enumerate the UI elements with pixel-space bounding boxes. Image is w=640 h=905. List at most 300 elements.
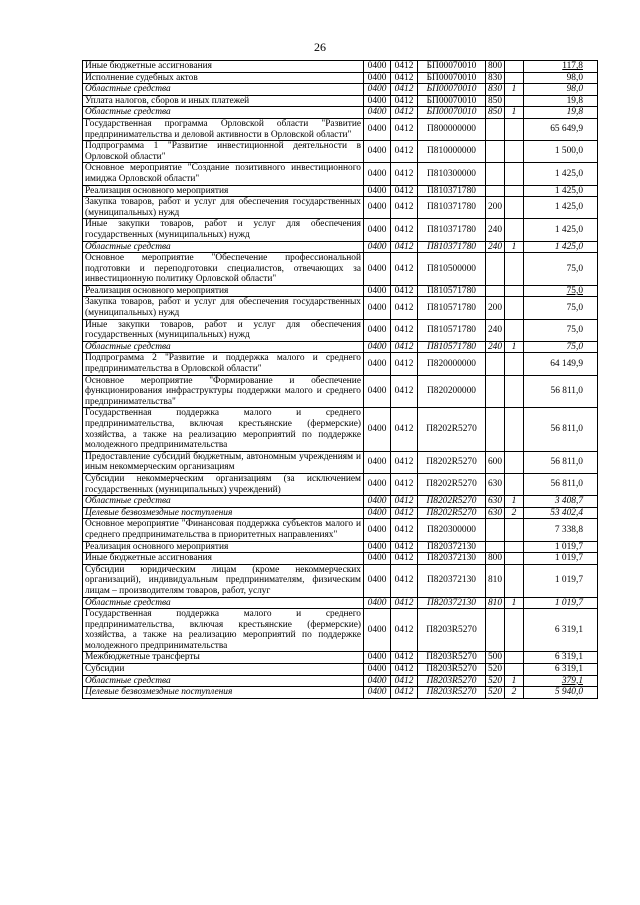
- amount-value: 56 811,0: [550, 479, 583, 490]
- expense-type-cell: 200: [486, 297, 505, 319]
- amount-value: 6 319,1: [554, 652, 583, 663]
- ved-code-cell: 0400: [364, 319, 391, 341]
- table-row: [83, 353, 598, 375]
- expense-type-cell: [486, 375, 505, 408]
- table-row: [83, 687, 598, 699]
- section-code-cell: 0412: [391, 341, 418, 353]
- table-row: [83, 564, 598, 597]
- section-code-cell: 0412: [391, 597, 418, 609]
- target-article-cell: П8202R5270: [418, 496, 486, 508]
- ved-code-cell: 0400: [364, 375, 391, 408]
- ved-code-cell: 0400: [364, 553, 391, 565]
- table-row: [83, 72, 598, 84]
- target-article-cell: П8203R5270: [418, 675, 486, 687]
- ved-code-cell: 0400: [364, 95, 391, 107]
- section-code-cell: 0412: [391, 141, 418, 163]
- section-code-cell: 0412: [391, 353, 418, 375]
- section-code-cell: 0412: [391, 451, 418, 473]
- row-name-cell: Субсидии: [83, 664, 364, 676]
- row-name-cell: Иные закупки товаров, работ и услуг для обеспечения государственных (муниципальных) нужд: [83, 319, 364, 341]
- ved-code-cell: 0400: [364, 353, 391, 375]
- section-code-cell: 0412: [391, 408, 418, 451]
- amount-cell: [524, 163, 598, 185]
- target-article-cell: П820372130: [418, 564, 486, 597]
- section-code-cell: 0412: [391, 163, 418, 185]
- ved-code-cell: 0400: [364, 652, 391, 664]
- section-code-cell: 0412: [391, 675, 418, 687]
- row-name-cell: Исполнение судебных актов: [83, 72, 364, 84]
- table-row: [83, 319, 598, 341]
- amount-cell: [524, 375, 598, 408]
- section-code-cell: 0412: [391, 285, 418, 297]
- section-code-cell: 0412: [391, 95, 418, 107]
- table-row: [83, 597, 598, 609]
- funding-source-cell: [505, 609, 524, 652]
- table-row: [83, 652, 598, 664]
- amount-cell: [524, 507, 598, 519]
- funding-source-cell: [505, 141, 524, 163]
- amount-value: 19,8: [566, 107, 583, 118]
- expense-type-cell: [486, 408, 505, 451]
- table-row: [83, 61, 598, 73]
- ved-code-cell: 0400: [364, 163, 391, 185]
- funding-source-cell: [505, 652, 524, 664]
- amount-value: 75,0: [566, 285, 583, 296]
- funding-source-cell: 1: [505, 84, 524, 96]
- amount-cell: [524, 652, 598, 664]
- table-row: [83, 141, 598, 163]
- funding-source-cell: [505, 553, 524, 565]
- row-name-cell: Целевые безвозмездные поступления: [83, 507, 364, 519]
- expense-type-cell: 630: [486, 473, 505, 495]
- amount-value: 75,0: [566, 324, 583, 335]
- funding-source-cell: 1: [505, 107, 524, 119]
- table-row: [83, 675, 598, 687]
- amount-cell: [524, 107, 598, 119]
- amount-value: 5 940,0: [554, 687, 583, 698]
- section-code-cell: 0412: [391, 241, 418, 253]
- amount-value: 1 500,0: [554, 146, 583, 157]
- expense-type-cell: 520: [486, 664, 505, 676]
- table-row: [83, 553, 598, 565]
- table-row: [83, 664, 598, 676]
- amount-value: 1 019,7: [554, 597, 583, 608]
- target-article-cell: П8203R5270: [418, 664, 486, 676]
- amount-cell: [524, 197, 598, 219]
- section-code-cell: 0412: [391, 253, 418, 286]
- expense-type-cell: 520: [486, 687, 505, 699]
- target-article-cell: БП00070010: [418, 61, 486, 73]
- section-code-cell: 0412: [391, 375, 418, 408]
- row-name-cell: Закупка товаров, работ и услуг для обеспечения государственных (муниципальных) нужд: [83, 197, 364, 219]
- expense-type-cell: 810: [486, 597, 505, 609]
- section-code-cell: 0412: [391, 319, 418, 341]
- section-code-cell: 0412: [391, 297, 418, 319]
- amount-cell: [524, 118, 598, 140]
- ved-code-cell: 0400: [364, 597, 391, 609]
- amount-value: 379,1: [561, 675, 583, 686]
- funding-source-cell: 1: [505, 241, 524, 253]
- expense-type-cell: 200: [486, 197, 505, 219]
- funding-source-cell: [505, 95, 524, 107]
- table-row: [83, 496, 598, 508]
- expense-type-cell: 850: [486, 95, 505, 107]
- amount-value: 75,0: [566, 341, 583, 352]
- target-article-cell: П8203R5270: [418, 609, 486, 652]
- expense-type-cell: 520: [486, 675, 505, 687]
- expense-type-cell: [486, 185, 505, 197]
- amount-cell: [524, 84, 598, 96]
- funding-source-cell: [505, 297, 524, 319]
- table-row: [83, 253, 598, 286]
- section-code-cell: 0412: [391, 553, 418, 565]
- expense-type-cell: [486, 353, 505, 375]
- funding-source-cell: [505, 319, 524, 341]
- expense-type-cell: [486, 519, 505, 541]
- row-name-cell: Областные средства: [83, 107, 364, 119]
- amount-value: 56 811,0: [550, 424, 583, 435]
- ved-code-cell: 0400: [364, 72, 391, 84]
- target-article-cell: П820372130: [418, 553, 486, 565]
- ved-code-cell: 0400: [364, 241, 391, 253]
- amount-cell: [524, 141, 598, 163]
- target-article-cell: П820372130: [418, 541, 486, 553]
- amount-cell: [524, 687, 598, 699]
- amount-cell: [524, 219, 598, 241]
- funding-source-cell: [505, 219, 524, 241]
- amount-cell: [524, 564, 598, 597]
- ved-code-cell: 0400: [364, 451, 391, 473]
- expense-type-cell: 830: [486, 72, 505, 84]
- ved-code-cell: 0400: [364, 185, 391, 197]
- row-name-cell: Реализация основного мероприятия: [83, 185, 364, 197]
- row-name-cell: Реализация основного мероприятия: [83, 285, 364, 297]
- ved-code-cell: 0400: [364, 61, 391, 73]
- expense-type-cell: 800: [486, 61, 505, 73]
- target-article-cell: П810371780: [418, 185, 486, 197]
- table-row: [83, 84, 598, 96]
- amount-cell: [524, 553, 598, 565]
- table-row: [83, 197, 598, 219]
- target-article-cell: П810500000: [418, 253, 486, 286]
- ved-code-cell: 0400: [364, 496, 391, 508]
- amount-cell: [524, 473, 598, 495]
- amount-value: 53 402,4: [550, 507, 583, 518]
- expense-type-cell: 240: [486, 341, 505, 353]
- ved-code-cell: 0400: [364, 609, 391, 652]
- target-article-cell: П8202R5270: [418, 473, 486, 495]
- funding-source-cell: [505, 163, 524, 185]
- funding-source-cell: [505, 564, 524, 597]
- section-code-cell: 0412: [391, 185, 418, 197]
- target-article-cell: П8202R5270: [418, 408, 486, 451]
- funding-source-cell: [505, 285, 524, 297]
- target-article-cell: П820200000: [418, 375, 486, 408]
- section-code-cell: 0412: [391, 118, 418, 140]
- row-name-cell: Субсидии юридическим лицам (кроме некоммерческих организаций), индивидуальным предпринимателям, физическим лицам – производителям товаров, работ, услуг: [83, 564, 364, 597]
- table-row: [83, 507, 598, 519]
- expense-type-cell: 600: [486, 451, 505, 473]
- section-code-cell: 0412: [391, 609, 418, 652]
- target-article-cell: П8202R5270: [418, 451, 486, 473]
- ved-code-cell: 0400: [364, 408, 391, 451]
- target-article-cell: П810371780: [418, 241, 486, 253]
- row-name-cell: Межбюджетные трансферты: [83, 652, 364, 664]
- funding-source-cell: [505, 185, 524, 197]
- expense-type-cell: 630: [486, 507, 505, 519]
- section-code-cell: 0412: [391, 507, 418, 519]
- amount-cell: [524, 72, 598, 84]
- target-article-cell: П810000000: [418, 141, 486, 163]
- amount-value: 1 425,0: [554, 168, 583, 179]
- amount-cell: [524, 496, 598, 508]
- target-article-cell: П8203R5270: [418, 652, 486, 664]
- target-article-cell: П810371780: [418, 197, 486, 219]
- amount-cell: [524, 341, 598, 353]
- funding-source-cell: [505, 197, 524, 219]
- table-row: [83, 297, 598, 319]
- target-article-cell: П820000000: [418, 353, 486, 375]
- ved-code-cell: 0400: [364, 297, 391, 319]
- funding-source-cell: [505, 253, 524, 286]
- table-row: [83, 118, 598, 140]
- section-code-cell: 0412: [391, 519, 418, 541]
- table-row: [83, 285, 598, 297]
- target-article-cell: П8202R5270: [418, 507, 486, 519]
- amount-cell: [524, 541, 598, 553]
- table-row: [83, 219, 598, 241]
- funding-source-cell: 1: [505, 597, 524, 609]
- amount-value: 56 811,0: [550, 457, 583, 468]
- row-name-cell: Областные средства: [83, 84, 364, 96]
- table-row: [83, 185, 598, 197]
- amount-value: 1 425,0: [554, 241, 583, 252]
- table-row: [83, 95, 598, 107]
- amount-value: 1 019,7: [554, 575, 583, 586]
- expense-type-cell: 240: [486, 241, 505, 253]
- row-name-cell: Основное мероприятие "Создание позитивного инвестиционного имиджа Орловской области": [83, 163, 364, 185]
- table-row: [83, 375, 598, 408]
- ved-code-cell: 0400: [364, 687, 391, 699]
- ved-code-cell: 0400: [364, 84, 391, 96]
- row-name-cell: Основное мероприятие "Финансовая поддержка субъектов малого и среднего предпринимательства в приоритетных направлениях": [83, 519, 364, 541]
- row-name-cell: Подпрограмма 2 "Развитие и поддержка малого и среднего предпринимательства в Орловской области": [83, 353, 364, 375]
- target-article-cell: П810571780: [418, 285, 486, 297]
- expense-type-cell: 240: [486, 319, 505, 341]
- ved-code-cell: 0400: [364, 675, 391, 687]
- expense-type-cell: [486, 285, 505, 297]
- expense-type-cell: [486, 118, 505, 140]
- amount-value: 1 019,7: [554, 541, 583, 552]
- target-article-cell: БП00070010: [418, 84, 486, 96]
- row-name-cell: Предоставление субсидий бюджетным, автономным учреждениям и иным некоммерческим организациям: [83, 451, 364, 473]
- row-name-cell: Государственная поддержка малого и среднего предпринимательства, включая крестьянские (фермерские) хозяйства, а также на реализацию мероприятий по поддержке молодежного предпринимательства: [83, 609, 364, 652]
- table-row: [83, 609, 598, 652]
- row-name-cell: Областные средства: [83, 597, 364, 609]
- page-number: 26: [314, 40, 326, 54]
- expense-type-cell: [486, 541, 505, 553]
- row-name-cell: Областные средства: [83, 675, 364, 687]
- section-code-cell: 0412: [391, 61, 418, 73]
- target-article-cell: П810571780: [418, 297, 486, 319]
- expense-type-cell: [486, 609, 505, 652]
- ved-code-cell: 0400: [364, 118, 391, 140]
- section-code-cell: 0412: [391, 84, 418, 96]
- amount-value: 75,0: [566, 263, 583, 274]
- funding-source-cell: [505, 664, 524, 676]
- section-code-cell: 0412: [391, 197, 418, 219]
- amount-cell: [524, 519, 598, 541]
- row-name-cell: Закупка товаров, работ и услуг для обеспечения государственных (муниципальных) нужд: [83, 297, 364, 319]
- amount-cell: [524, 408, 598, 451]
- ved-code-cell: 0400: [364, 219, 391, 241]
- target-article-cell: П820300000: [418, 519, 486, 541]
- amount-cell: [524, 451, 598, 473]
- budget-table: [82, 60, 598, 699]
- amount-cell: [524, 185, 598, 197]
- row-name-cell: Государственная программа Орловской области "Развитие предпринимательства и деловой активности в Орловской области": [83, 118, 364, 140]
- row-name-cell: Подпрограмма 1 "Развитие инвестиционной деятельности в Орловской области": [83, 141, 364, 163]
- expense-type-cell: 800: [486, 553, 505, 565]
- amount-value: 98,0: [566, 84, 583, 95]
- amount-value: 3 408,7: [554, 496, 583, 507]
- ved-code-cell: 0400: [364, 507, 391, 519]
- amount-value: 56 811,0: [550, 386, 583, 397]
- ved-code-cell: 0400: [364, 564, 391, 597]
- amount-cell: [524, 675, 598, 687]
- section-code-cell: 0412: [391, 541, 418, 553]
- amount-value: 75,0: [566, 302, 583, 313]
- ved-code-cell: 0400: [364, 541, 391, 553]
- funding-source-cell: [505, 353, 524, 375]
- expense-type-cell: [486, 141, 505, 163]
- expense-type-cell: 240: [486, 219, 505, 241]
- amount-value: 6 319,1: [554, 624, 583, 635]
- ved-code-cell: 0400: [364, 664, 391, 676]
- table-row: [83, 241, 598, 253]
- amount-cell: [524, 609, 598, 652]
- amount-cell: [524, 353, 598, 375]
- amount-cell: [524, 597, 598, 609]
- funding-source-cell: [505, 451, 524, 473]
- amount-value: 65 649,9: [550, 124, 583, 135]
- row-name-cell: Областные средства: [83, 241, 364, 253]
- section-code-cell: 0412: [391, 219, 418, 241]
- table-row: [83, 451, 598, 473]
- expense-type-cell: 830: [486, 84, 505, 96]
- row-name-cell: Основное мероприятие "Формирование и обеспечение функционирования инфраструктуры поддержки малого и среднего предпринимательства": [83, 375, 364, 408]
- amount-cell: [524, 319, 598, 341]
- section-code-cell: 0412: [391, 496, 418, 508]
- amount-value: 19,8: [566, 95, 583, 106]
- row-name-cell: Областные средства: [83, 341, 364, 353]
- amount-value: 117,8: [562, 61, 583, 71]
- target-article-cell: БП00070010: [418, 72, 486, 84]
- section-code-cell: 0412: [391, 564, 418, 597]
- ved-code-cell: 0400: [364, 141, 391, 163]
- funding-source-cell: [505, 72, 524, 84]
- funding-source-cell: 2: [505, 507, 524, 519]
- ved-code-cell: 0400: [364, 253, 391, 286]
- amount-value: 6 319,1: [554, 664, 583, 675]
- section-code-cell: 0412: [391, 664, 418, 676]
- table-row: [83, 473, 598, 495]
- row-name-cell: Иные бюджетные ассигнования: [83, 61, 364, 73]
- target-article-cell: БП00070010: [418, 107, 486, 119]
- table-body: [83, 61, 598, 699]
- funding-source-cell: 1: [505, 675, 524, 687]
- row-name-cell: Областные средства: [83, 496, 364, 508]
- table-row: [83, 163, 598, 185]
- row-name-cell: Иные бюджетные ассигнования: [83, 553, 364, 565]
- section-code-cell: 0412: [391, 72, 418, 84]
- ved-code-cell: 0400: [364, 341, 391, 353]
- funding-source-cell: [505, 541, 524, 553]
- funding-source-cell: 1: [505, 496, 524, 508]
- row-name-cell: Реализация основного мероприятия: [83, 541, 364, 553]
- amount-cell: [524, 664, 598, 676]
- target-article-cell: П810571780: [418, 319, 486, 341]
- target-article-cell: БП00070010: [418, 95, 486, 107]
- table-row: [83, 408, 598, 451]
- row-name-cell: Субсидии некоммерческим организациям (за исключением государственных (муниципальных) учреждений): [83, 473, 364, 495]
- amount-value: 64 149,9: [550, 358, 583, 369]
- section-code-cell: 0412: [391, 473, 418, 495]
- amount-cell: [524, 61, 598, 73]
- amount-cell: [524, 297, 598, 319]
- funding-source-cell: [505, 118, 524, 140]
- row-name-cell: Основное мероприятие "Обеспечение профессиональной подготовки и переподготовки специалистов, отвечающих за инвестиционную политику Орловской области": [83, 253, 364, 286]
- funding-source-cell: [505, 61, 524, 73]
- funding-source-cell: [505, 519, 524, 541]
- expense-type-cell: 500: [486, 652, 505, 664]
- amount-cell: [524, 253, 598, 286]
- row-name-cell: Государственная поддержка малого и среднего предпринимательства, включая крестьянские (фермерские) хозяйства, а также на реализацию мероприятий по поддержке молодежного предпринимательства: [83, 408, 364, 451]
- row-name-cell: Иные закупки товаров, работ и услуг для обеспечения государственных (муниципальных) нужд: [83, 219, 364, 241]
- amount-value: 7 338,8: [554, 524, 583, 535]
- target-article-cell: П810300000: [418, 163, 486, 185]
- expense-type-cell: 850: [486, 107, 505, 119]
- expense-type-cell: 630: [486, 496, 505, 508]
- row-name-cell: Уплата налогов, сборов и иных платежей: [83, 95, 364, 107]
- target-article-cell: П810571780: [418, 341, 486, 353]
- expense-type-cell: [486, 253, 505, 286]
- amount-cell: [524, 241, 598, 253]
- target-article-cell: П820372130: [418, 597, 486, 609]
- section-code-cell: 0412: [391, 687, 418, 699]
- ved-code-cell: 0400: [364, 473, 391, 495]
- row-name-cell: Целевые безвозмездные поступления: [83, 687, 364, 699]
- amount-value: 1 425,0: [554, 224, 583, 235]
- funding-source-cell: [505, 408, 524, 451]
- ved-code-cell: 0400: [364, 107, 391, 119]
- table-row: [83, 341, 598, 353]
- amount-value: 98,0: [566, 72, 583, 83]
- table-row: [83, 519, 598, 541]
- funding-source-cell: [505, 473, 524, 495]
- section-code-cell: 0412: [391, 652, 418, 664]
- target-article-cell: П8203R5270: [418, 687, 486, 699]
- ved-code-cell: 0400: [364, 285, 391, 297]
- amount-value: 1 425,0: [554, 185, 583, 196]
- funding-source-cell: 2: [505, 687, 524, 699]
- funding-source-cell: 1: [505, 341, 524, 353]
- target-article-cell: П800000000: [418, 118, 486, 140]
- amount-value: 1 425,0: [554, 202, 583, 213]
- funding-source-cell: [505, 375, 524, 408]
- table-row: [83, 107, 598, 119]
- amount-cell: [524, 285, 598, 297]
